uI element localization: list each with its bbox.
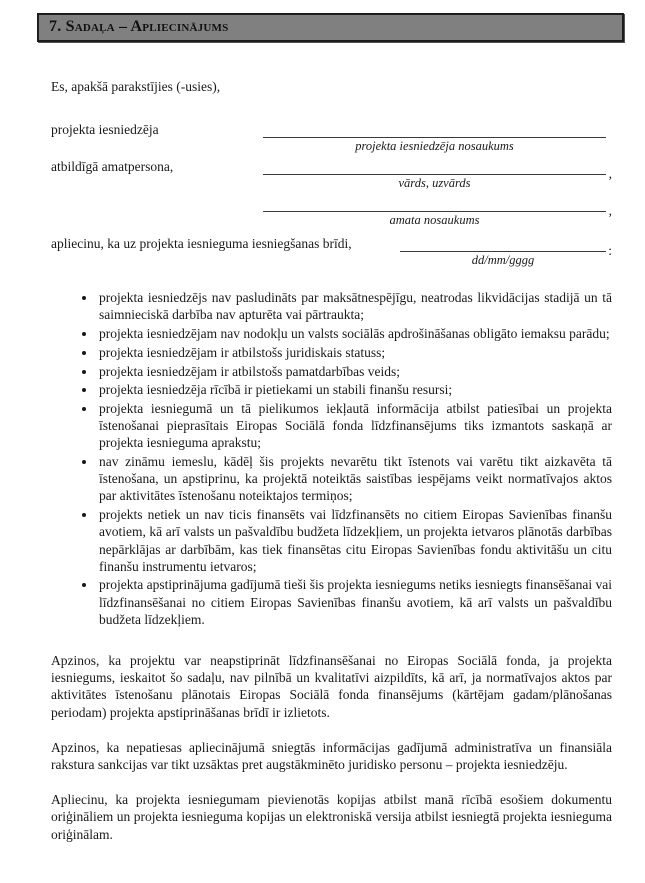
form-row-applicant-name — [51, 121, 612, 154]
declaration-list — [51, 289, 612, 628]
paragraph: Apzinos, ka nepatiesas apliecinājumā sniegtās informācijas gadījumā administratīva un finansiāla rakstura sankcijas var tikt uzsāktas pret augstākminēto juridisko personu – projekta iesniedzēju. — [51, 739, 612, 773]
field-area — [263, 121, 606, 154]
list-item: • projekta iesniedzējs nav pasludināts par maksātnespējīgu, neatrodas likvidācijas stadijā un tā saimnieciskā darbība nav apturēta vai pārtraukta; — [97, 289, 612, 323]
date-fill-in-line[interactable] — [400, 235, 606, 252]
field-suffix: , — [608, 166, 612, 182]
list-item: • projekta iesniedzējam ir atbilstošs juridiskais statuss; — [97, 344, 612, 361]
field-label: apliecinu, ka uz projekta iesnieguma iesniegšanas brīdi, — [51, 236, 352, 252]
field-caption: vārds, uzvārds — [398, 176, 471, 191]
section-title: 7. Sadaļa – Apliecinājums — [49, 18, 229, 35]
field-area — [263, 195, 606, 228]
field-area — [263, 158, 606, 191]
closing-paragraphs — [51, 652, 612, 843]
field-caption: amata nosaukums — [389, 213, 480, 228]
list-item: • projekta apstiprinājuma gadījumā tieši šis projekta iesniegums netiks iesniegts finansēšanai vai līdzfinansēšanai no citiem Eiropas Savienības finanšu avotiem, kā arī valsts un pašvaldību budžeta līdzekļiem. — [97, 576, 612, 628]
list-item: • projekta iesniegumā un tā pielikumos iekļautā informācija atbilst patiesībai un projekta īstenošanai pieprasītais Eiropas Sociālā fonda līdzfinansējums tiks izmantots saskaņā ar projekta iesnieguma aprakstu; — [97, 400, 612, 452]
position-title-fill-in-line[interactable] — [263, 195, 606, 212]
document-content — [51, 78, 612, 843]
intro-text: Es, apakšā parakstījies (-usies), — [51, 79, 221, 94]
paragraph: Apliecinu, ka projekta iesniegumam pievienotās kopijas atbilst manā rīcībā esošiem dokumentu oriģināliem un projekta iesnieguma kopijas un elektroniskā versija atbilst iesniegtā projekta iesnieguma oriģinālam. — [51, 792, 612, 842]
official-name-fill-in-line[interactable] — [263, 158, 606, 175]
form-row-official-name — [51, 158, 612, 191]
section-header-bar — [37, 13, 624, 42]
list-item: • projekta iesniedzēja rīcībā ir pietiekami un stabili finanšu resursi; — [97, 381, 612, 398]
field-label: atbildīgā amatpersona, — [51, 159, 174, 175]
list-item: • nav zināmu iemeslu, kādēļ šis projekts nevarētu tikt īstenots vai varētu tikt aizkavēta tā īstenošana, un apstiprinu, ka projektā noteiktās saistības iespējams veikt normatīvajos aktos par aktivitātes īstenošanu noteiktajos termiņos; — [97, 453, 612, 505]
field-suffix: , — [608, 203, 612, 219]
field-suffix — [606, 121, 612, 128]
field-area — [400, 235, 606, 268]
field-caption: projekta iesniedzēja nosaukums — [355, 139, 514, 154]
form-row-date — [51, 235, 612, 268]
field-caption: dd/mm/gggg — [471, 253, 535, 268]
signatory-form — [51, 121, 612, 268]
applicant-name-fill-in-line[interactable] — [263, 121, 606, 138]
field-label: projekta iesniedzēja — [51, 122, 159, 138]
list-item: • projekts netiek un nav ticis finansēts vai līdzfinansēts no citiem Eiropas Savienības finanšu avotiem, kā arī valsts un pašvaldību budžeta līdzekļiem, un projekta ietvaros plānotās darbības nepārklājas ar darbībām, kas tiek finansētas citu Eiropas Savienības fondu aktivitāšu un citu finanšu instrumentu ietvaros; — [97, 506, 612, 575]
list-item: • projekta iesniedzējam ir atbilstošs pamatdarbības veids; — [97, 363, 612, 380]
list-item: • projekta iesniedzējam nav nodokļu un valsts sociālās apdrošināšanas obligāto iemaksu parādu; — [97, 325, 612, 342]
field-suffix: : — [608, 243, 612, 259]
paragraph: Apzinos, ka projektu var neapstiprināt līdzfinansēšanai no Eiropas Sociālā fonda, ja projekta iesniegums, ieskaitot šo sadaļu, nav pilnībā un kvalitatīvi aizpildīts, kā arī, ja normatīvajos aktos par aktivitātes īstenošanu plānotais Eiropas Sociālā fonda finansējums (kārtējam gadam/plānošanas periodam) projekta apstiprināšanas brīdī ir izlietots. — [51, 653, 612, 720]
form-row-position-title — [51, 195, 612, 228]
